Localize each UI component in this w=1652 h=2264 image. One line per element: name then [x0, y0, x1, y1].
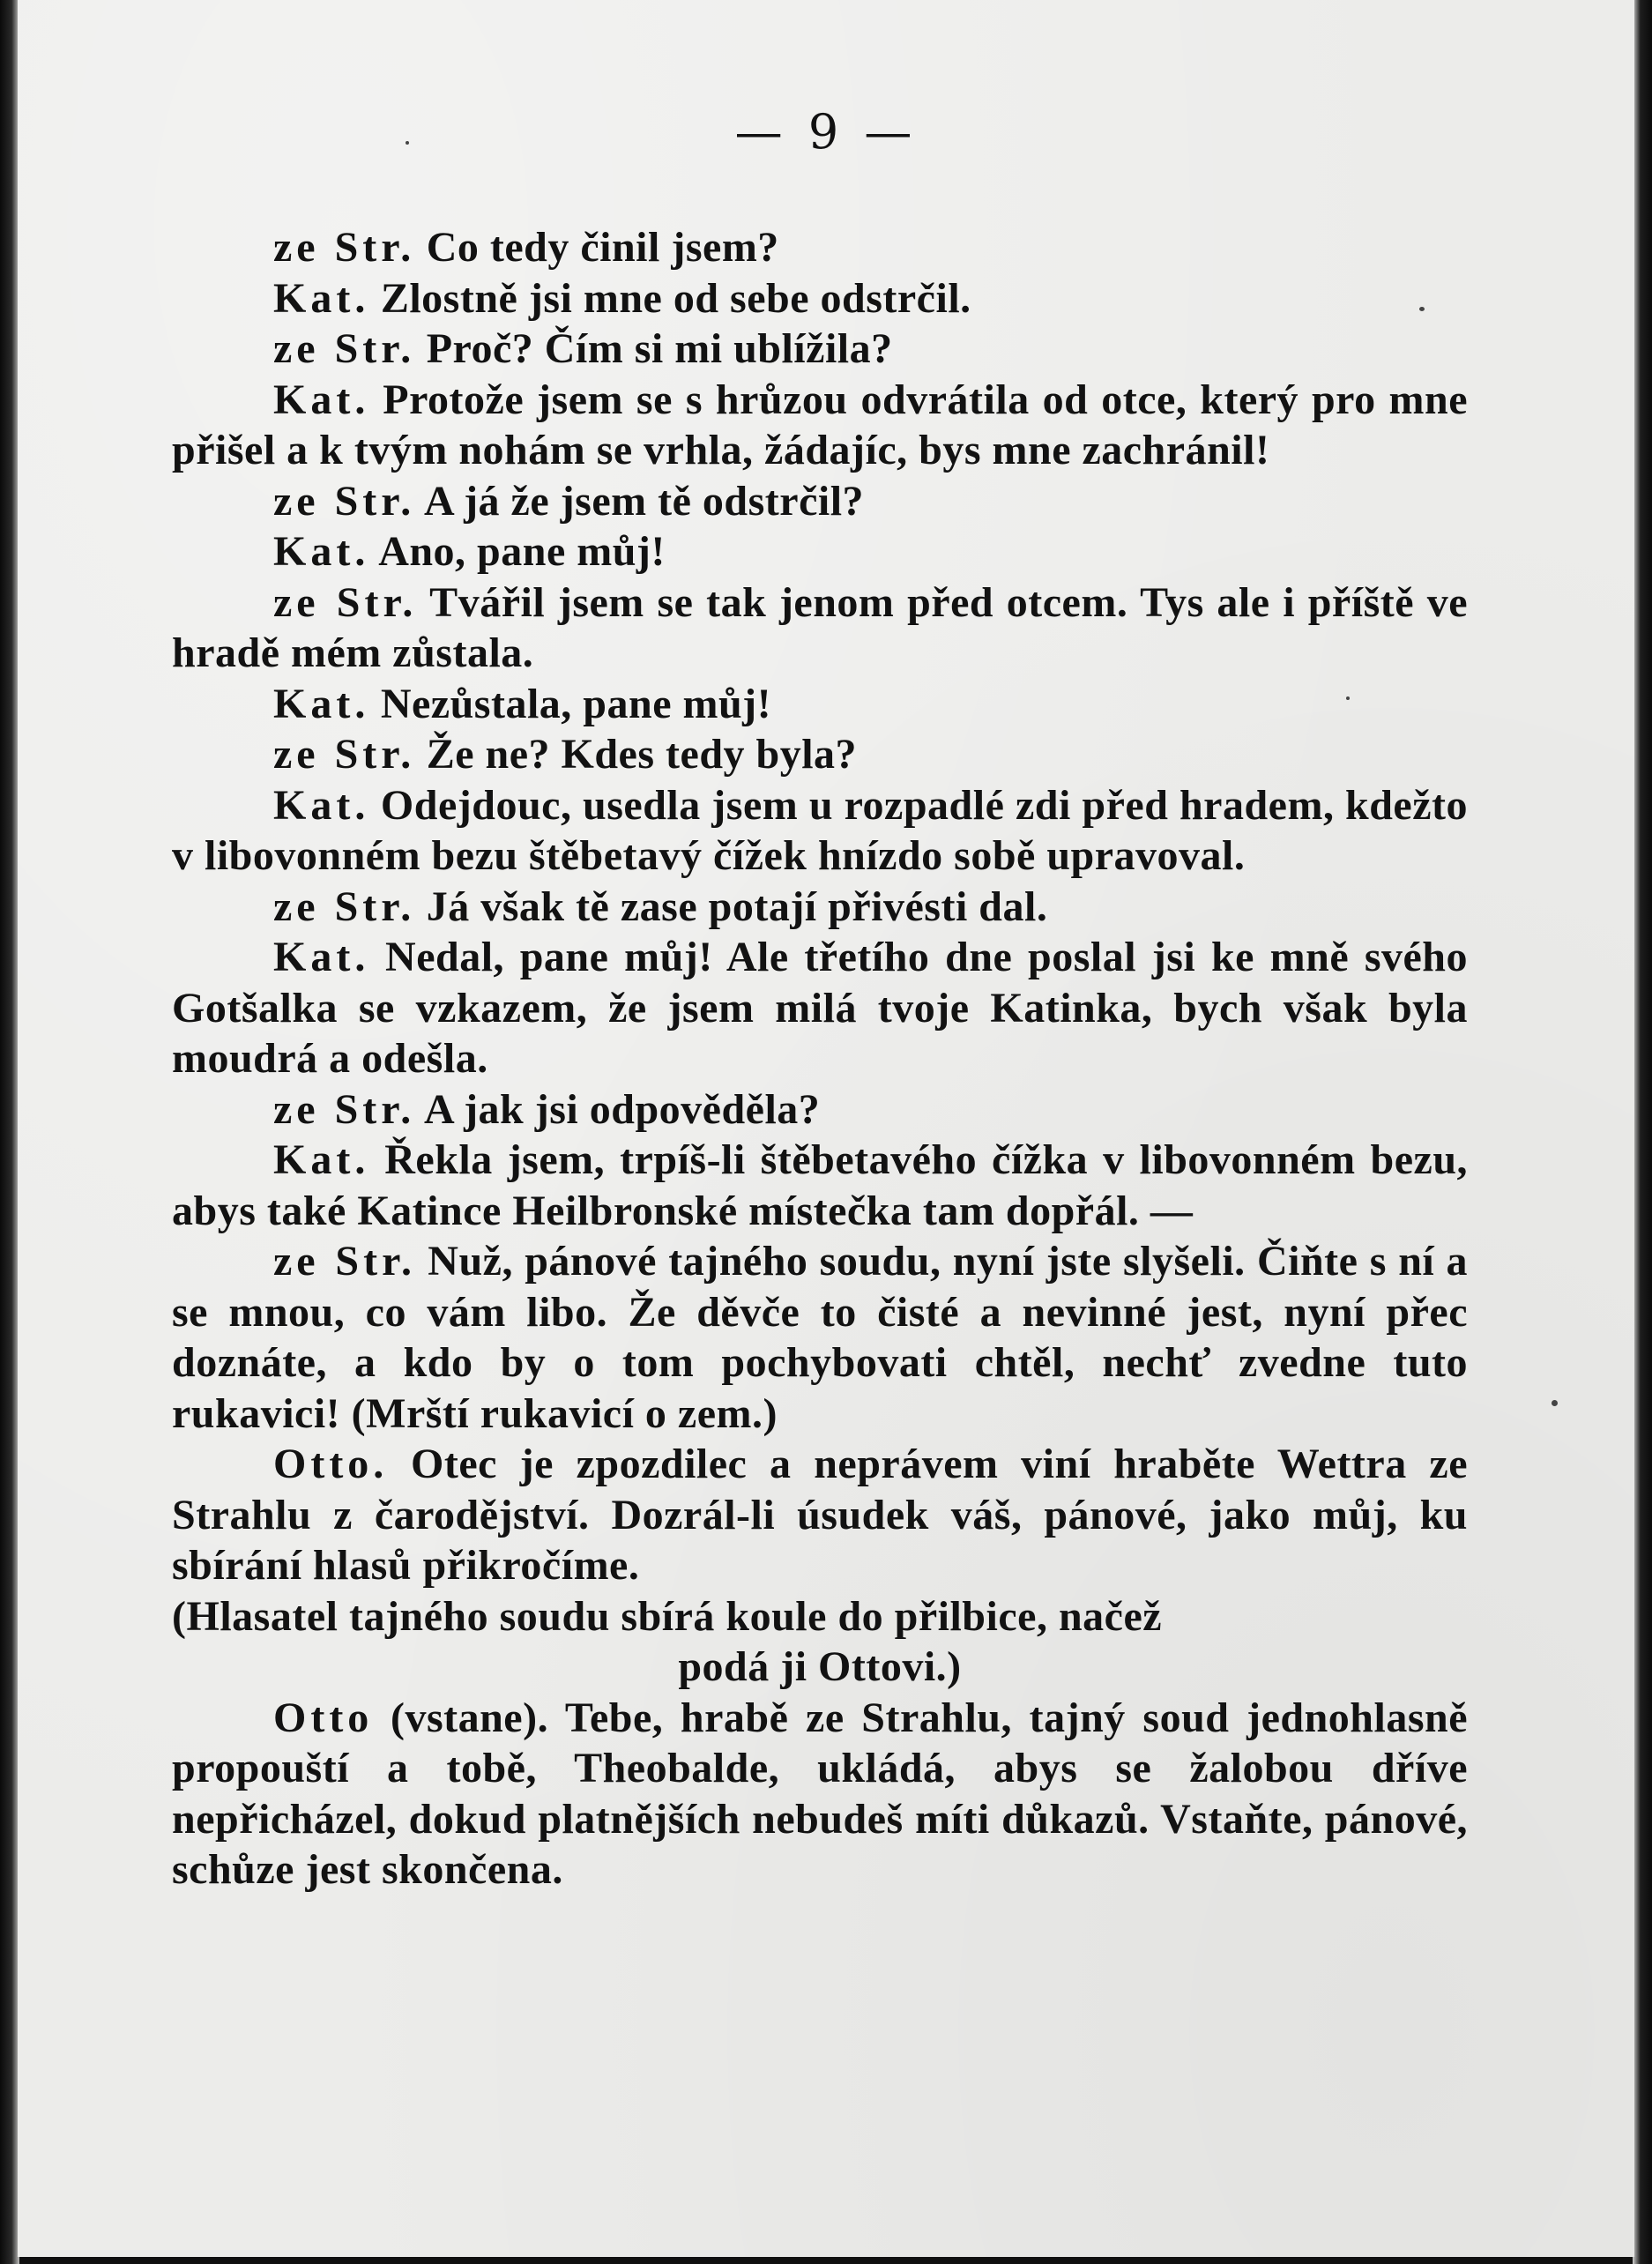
stage-direction [172, 1591, 1468, 1642]
speech-text: Protože jsem se s hrůzou odvrátila od otce, který pro mne přišel a k tvým nohám se vrhla, žádajíc, bys mne zachránil! [172, 376, 1469, 473]
book-page [18, 0, 1634, 2257]
dialogue-line [172, 932, 1468, 1084]
stage-direction-continuation [172, 1642, 1468, 1693]
dialogue-line [172, 1236, 1468, 1439]
speech-text: Nuž, pánové tajného soudu, nyní jste slyšeli. Čiňte s ní a se mnou, co vám libo. Že děvče to čisté a nevinné jest, nyní přec doznáte, a kdo by o tom pochybovati chtěl, nechť zvedne tuto rukavici! (Mrští rukavicí o zem.) [172, 1238, 1469, 1437]
speaker-name: Kat. [273, 1136, 370, 1183]
paper-speck [406, 141, 409, 145]
dialogue-line [172, 324, 1468, 375]
speech-text: Co tedy činil jsem? [426, 224, 779, 271]
dialogue-line [172, 273, 1468, 324]
speech-text: Tvářil jsem se tak jenom před otcem. Tys ale i příště ve hradě mém zůstala. [172, 578, 1469, 676]
dialogue-line [172, 1439, 1468, 1591]
dialogue-line [172, 476, 1468, 527]
dialogue-line-final [172, 1693, 1468, 1895]
dialogue-line [172, 526, 1468, 577]
stage-direction-line-2: podá ji Ottovi.) [678, 1643, 962, 1690]
speaker-name: ze Str. [273, 224, 416, 271]
speech-text: Ano, pane můj! [378, 528, 666, 575]
speaker-name: ze Str. [273, 731, 416, 778]
speech-text: Proč? Čím si mi ublížila? [426, 325, 893, 372]
speech-text: Otec je zpozdilec a neprávem viní hraběte Wettra ze Strahlu z čarodějství. Dozrál-li úsudek váš, pánové, jako můj, ku sbírání hlasů přikročíme. [172, 1441, 1469, 1589]
speech-text: A já že jsem tě odstrčil? [424, 477, 865, 525]
speech-text: Nezůstala, pane můj! [380, 680, 772, 727]
speaker-name: Kat. [273, 680, 370, 727]
speech-text: Že ne? Kdes tedy byla? [426, 731, 858, 778]
speaker-name: ze Str. [273, 477, 416, 525]
speech-text: (vstane). Tebe, hrabě ze Strahlu, tajný soud jednohlasně propouští a tobě, Theobalde, ukládá, abys se žalobou dříve nepřicházel, dokud platnějších nebudeš míti důkazů. Vstaňte, pánové, schůze jest skončena. [172, 1694, 1469, 1893]
speaker-name: Kat. [273, 376, 370, 423]
speech-text: Nedal, pane můj! Ale třetího dne poslal jsi ke mně svého Gotšalka se vzkazem, že jsem milá tvoje Katinka, bych však byla moudrá a odešla. [172, 934, 1469, 1082]
speech-text: Já však tě zase potají přivésti dal. [426, 883, 1048, 930]
page-number: — 9 — [734, 104, 918, 160]
dialogue-text-block [172, 222, 1468, 1895]
speaker-name: ze Str. [273, 1085, 416, 1133]
dialogue-line [172, 780, 1468, 882]
dialogue-line [172, 222, 1468, 273]
speech-text: Zlostně jsi mne od sebe odstrčil. [380, 274, 971, 322]
dialogue-line [172, 577, 1468, 679]
right-edge-shadow [1633, 0, 1652, 2264]
speaker-name: Kat. [273, 934, 370, 980]
speech-text: A jak jsi odpověděla? [424, 1085, 821, 1133]
stage-direction-line-1: (Hlasatel tajného soudu sbírá koule do přilbice, načež [172, 1592, 1163, 1640]
dialogue-line [172, 375, 1468, 476]
dialogue-line [172, 729, 1468, 780]
speaker-name: ze Str. [273, 883, 416, 930]
dialogue-line [172, 679, 1468, 730]
paper-speck [1552, 1400, 1558, 1406]
speaker-name: ze Str. [273, 325, 416, 372]
speaker-name: Kat. [273, 274, 370, 322]
dialogue-line [172, 882, 1468, 933]
paper-speck [1346, 696, 1350, 700]
speaker-name: Otto. [273, 1441, 389, 1487]
speaker-name: Kat. [273, 781, 370, 829]
speech-text: Řekla jsem, trpíš-li štěbetavého čížka v libovonném bezu, abys také Katince Heilbronské místečka tam dopřál. — [172, 1136, 1469, 1234]
speaker-name: ze Str. [273, 1238, 416, 1285]
paper-speck [1419, 307, 1425, 311]
speaker-name: Otto [273, 1694, 374, 1741]
speaker-name: Kat. [273, 528, 370, 575]
left-binding-shadow [0, 0, 19, 2264]
dialogue-line [172, 1135, 1468, 1236]
speech-text: Odejdouc, usedla jsem u rozpadlé zdi před hradem, kdežto v libovonném bezu štěbetavý čížek hnízdo sobě upravoval. [172, 781, 1469, 879]
dialogue-line [172, 1084, 1468, 1136]
speaker-name: ze Str. [273, 578, 418, 626]
